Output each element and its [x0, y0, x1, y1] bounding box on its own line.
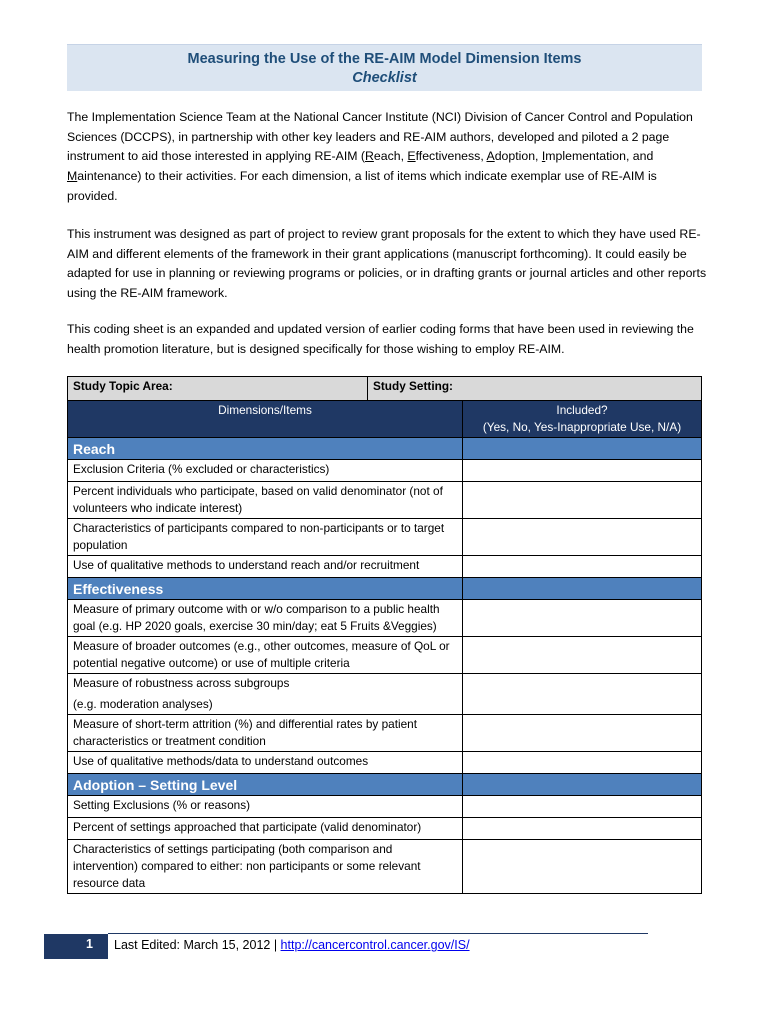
- section-reach: [68, 438, 702, 460]
- section-title: Reach: [68, 438, 463, 460]
- table-row: [68, 556, 702, 578]
- item-label: Use of qualitative methods to understand reach and/or recruitment: [68, 556, 463, 578]
- footer-divider: [108, 933, 648, 934]
- included-cell[interactable]: [463, 600, 702, 637]
- table-row: [68, 752, 702, 774]
- included-cell[interactable]: [463, 637, 702, 674]
- last-edited-text: Last Edited: March 15, 2012 |: [114, 938, 281, 952]
- included-header: Included? (Yes, No, Yes-Inappropriate Use, N/A): [463, 401, 702, 438]
- document-title-box: [67, 44, 702, 91]
- section-included-cell: [463, 774, 702, 796]
- included-cell[interactable]: [463, 556, 702, 578]
- table-row: [68, 637, 702, 674]
- document-subtitle: Checklist: [352, 70, 417, 86]
- included-cell[interactable]: [463, 482, 702, 519]
- item-label: Characteristics of settings participating (both comparison and intervention) compared to either: non participants or some relevant resource data: [68, 840, 463, 894]
- section-title: Effectiveness: [68, 578, 463, 600]
- item-label: Setting Exclusions (% or reasons): [68, 796, 463, 818]
- table-row: [68, 519, 702, 556]
- item-label: Percent of settings approached that participate (valid denominator): [68, 818, 463, 840]
- included-cell[interactable]: [463, 674, 702, 715]
- item-label: Characteristics of participants compared to non-participants or to target population: [68, 519, 463, 556]
- included-cell[interactable]: [463, 818, 702, 840]
- item-label: Measure of broader outcomes (e.g., other outcomes, measure of QoL or potential negative outcome) or use of multiple criteria: [68, 637, 463, 674]
- table-row: [68, 818, 702, 840]
- included-cell[interactable]: [463, 715, 702, 752]
- item-label: Percent individuals who participate, based on valid denominator (not of volunteers who indicate interest): [68, 482, 463, 519]
- table-row: [68, 715, 702, 752]
- item-label: Measure of primary outcome with or w/o comparison to a public health goal (e.g. HP 2020 goals, exercise 30 min/day; eat 5 Fruits &Veggies): [68, 600, 463, 637]
- document-title: Measuring the Use of the RE-AIM Model Dimension Items: [187, 51, 582, 67]
- study-topic-area-field[interactable]: Study Topic Area:: [68, 377, 368, 401]
- section-included-cell: [463, 578, 702, 600]
- purpose-paragraph: This instrument was designed as part of project to review grant proposals for the extent to which they have used RE-AIM and different elements of the framework in their grant applications (manuscript forthcoming). It could easily be adapted for use in planning or reviewing programs or policies, or in drafting grants or journal articles and other reports using the RE-AIM framework.: [67, 227, 707, 301]
- table-row: [68, 600, 702, 637]
- coding-sheet-paragraph: This coding sheet is an expanded and updated version of earlier coding forms that have been used in reviewing the health promotion literature, but is designed specifically for those wishing to employ RE-AIM.: [67, 322, 694, 356]
- table-row: [68, 460, 702, 482]
- item-label: Use of qualitative methods/data to understand outcomes: [68, 752, 463, 774]
- item-label: Exclusion Criteria (% excluded or characteristics): [68, 460, 463, 482]
- included-cell[interactable]: [463, 460, 702, 482]
- intro-paragraph: The Implementation Science Team at the National Cancer Institute (NCI) Division of Cancer Control and Population Sciences (DCCPS), in partnership with other key leaders and RE-AIM authors, developed and piloted a 2 page instrument to aid those interested in applying RE-AIM (Reach, Effectiveness, Adoption, Implementation, and Maintenance) to their activities. For each dimension, a list of items which indicate exemplar use of RE-AIM is provided.: [67, 110, 693, 203]
- section-title: Adoption – Setting Level: [68, 774, 463, 796]
- cancer-control-link[interactable]: http://cancercontrol.cancer.gov/IS/: [280, 938, 470, 952]
- study-setting-field[interactable]: Study Setting:: [368, 377, 702, 401]
- checklist-table: [67, 376, 702, 894]
- included-cell[interactable]: [463, 752, 702, 774]
- included-cell[interactable]: [463, 796, 702, 818]
- dimensions-items-header: Dimensions/Items: [68, 401, 463, 438]
- item-label: Measure of robustness across subgroups (e.g. moderation analyses): [68, 674, 463, 715]
- section-effectiveness: [68, 578, 702, 600]
- footer-text: [114, 938, 470, 952]
- included-cell[interactable]: [463, 519, 702, 556]
- included-cell[interactable]: [463, 840, 702, 894]
- item-label: Measure of short-term attrition (%) and differential rates by patient characteristics or treatment condition: [68, 715, 463, 752]
- table-row: [68, 674, 702, 715]
- table-row: [68, 796, 702, 818]
- section-adoption: [68, 774, 702, 796]
- footer-page-bar: [44, 934, 108, 959]
- section-included-cell: [463, 438, 702, 460]
- table-row: [68, 482, 702, 519]
- table-row: [68, 840, 702, 894]
- page-number: 1: [86, 937, 93, 951]
